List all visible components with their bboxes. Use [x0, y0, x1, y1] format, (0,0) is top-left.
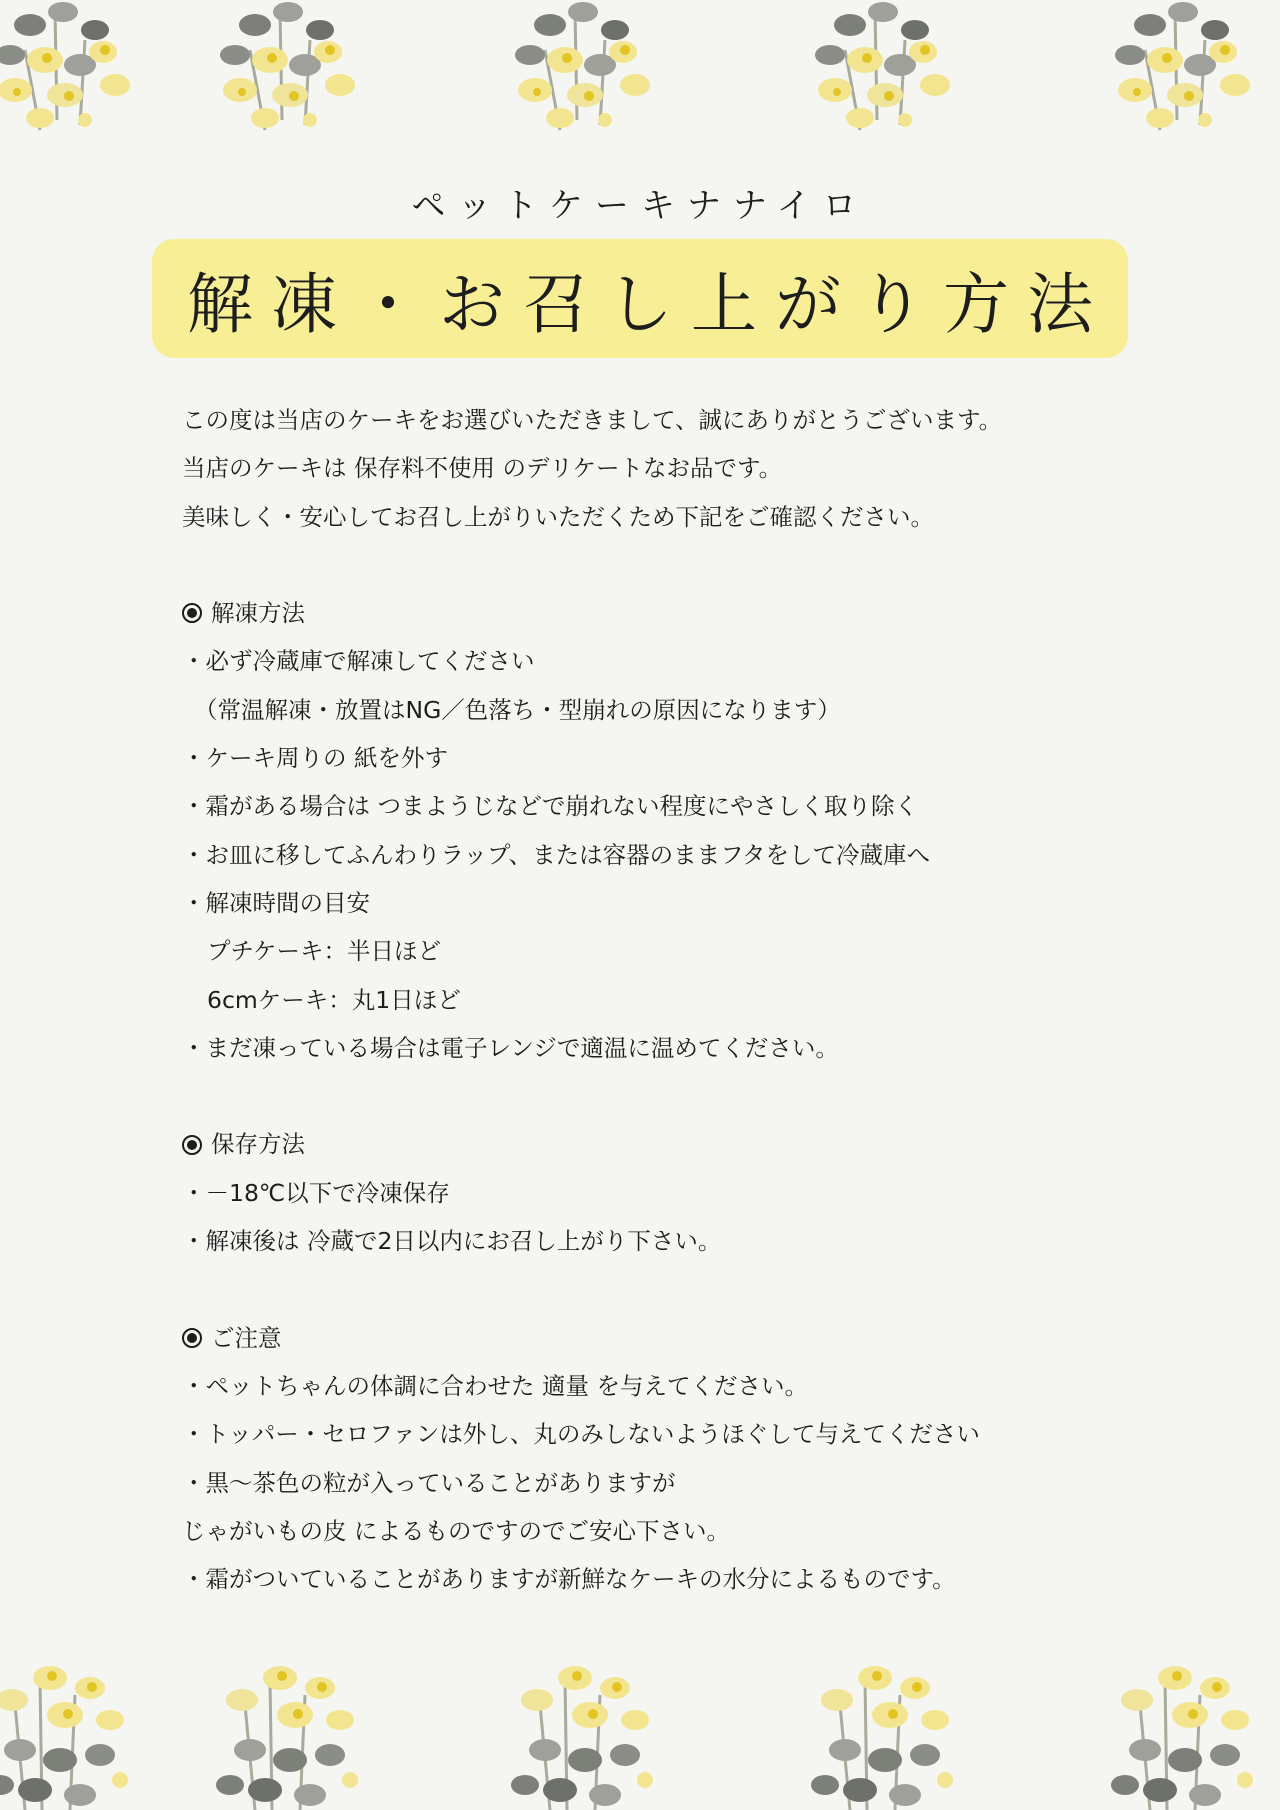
bullet-circle-icon [182, 1135, 202, 1155]
thaw-line: プチケーキ：半日ほど [207, 937, 442, 966]
intro-line: 美味しく・安心してお召し上がりいただくため下記をご確認ください。 [182, 502, 934, 531]
title-banner [152, 239, 1128, 358]
floral-border-bottom [0, 1660, 1280, 1810]
page-title: 解凍・お召し上がり方法 [187, 266, 1111, 343]
thaw-line: ・ケーキ周りの 紙を外す [182, 744, 448, 773]
section-heading-label: ご注意 [211, 1323, 282, 1352]
notes-line: じゃがいもの皮 によるものですのでご安心下さい。 [182, 1516, 730, 1545]
thaw-line: 6cmケーキ：丸1日ほど [207, 985, 461, 1014]
intro-line: 当店のケーキは 保存料不使用 のデリケートなお品です。 [182, 454, 783, 483]
notes-line: ・ペットちゃんの体調に合わせた 適量 を与えてください。 [182, 1371, 808, 1400]
section-heading-thaw [182, 589, 1182, 637]
thaw-line: ・解凍時間の目安 [182, 888, 370, 917]
intro-line: この度は当店のケーキをお選びいただきまして、誠にありがとうございます。 [182, 406, 1003, 434]
section-heading-label: 保存方法 [211, 1130, 305, 1159]
bullet-circle-icon [182, 1328, 202, 1348]
storage-line: ・解凍後は 冷蔵で2日以内にお召し上がり下さい。 [182, 1227, 722, 1256]
bullet-circle-icon [182, 603, 202, 623]
brand-name: ペットケーキナナイロ [411, 186, 869, 226]
thaw-line: （常温解凍・放置はNG／色落ち・型崩れの原因になります） [194, 695, 841, 724]
section-heading-label: 解凍方法 [211, 599, 305, 628]
thaw-line: ・霜がある場合は つまようじなどで崩れない程度にやさしく取り除く [182, 792, 918, 821]
notes-line: ・黒～茶色の粒が入っていることがありますが [182, 1468, 676, 1497]
notes-line: ・霜がついていることがありますが新鮮なケーキの水分によるものです。 [182, 1565, 956, 1594]
floral-border-top [0, 0, 1280, 150]
section-heading-notes [182, 1314, 1182, 1362]
notes-line: ・トッパー・セロファンは外し、丸のみしないようほぐして与えてください [182, 1420, 980, 1449]
instructions-body [182, 396, 1182, 1603]
thaw-line: ・必ず冷蔵庫で解凍してください [182, 647, 535, 676]
storage-line: ・－18℃以下で冷凍保存 [182, 1178, 450, 1207]
thaw-line: ・お皿に移してふんわりラップ、または容器のままフタをして冷蔵庫へ [182, 840, 931, 869]
section-heading-storage [182, 1120, 1182, 1168]
thaw-line: ・まだ凍っている場合は電子レンジで適温に温めてください。 [182, 1033, 839, 1062]
